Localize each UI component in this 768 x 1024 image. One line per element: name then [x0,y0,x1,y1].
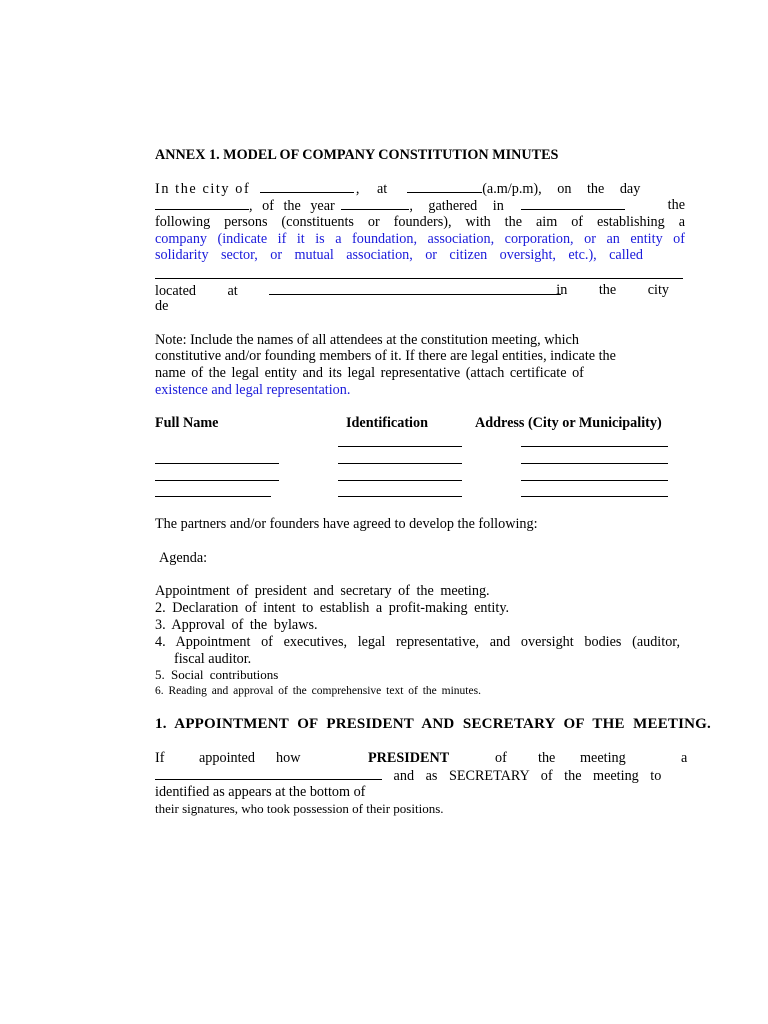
intro-text: , of the year [249,198,335,214]
intro-line-4: company (indicate if it is a foundation, association, corporation, or an entity of [155,231,685,247]
header-full-name: Full Name [155,415,219,431]
intro-line-5: solidarity sector, or mutual association, or citizen oversight, etc.), called [155,247,643,263]
agenda-item-continued: fiscal auditor. [174,651,252,667]
company-name-blank[interactable] [155,278,683,279]
president-name-blank[interactable] [155,767,382,780]
agenda-item: 5. Social contributions [155,667,279,682]
intro-line-7: de [155,298,169,314]
intro-line-1 [155,180,685,198]
full-name-blank[interactable] [155,480,279,481]
section-text: meeting [580,750,626,766]
identification-blank[interactable] [338,446,462,447]
section-1-title: 1. APPOINTMENT OF PRESIDENT AND SECRETARY OF THE MEETING. [155,716,711,732]
president-label: PRESIDENT [368,750,450,766]
agenda-label: Agenda: [159,550,208,566]
section-text: If [155,750,165,766]
time-blank[interactable] [407,180,482,193]
header-address: Address (City or Municipality) [475,415,662,431]
intro-text: in the city [556,282,669,298]
intro-text: located at [155,283,238,299]
identification-blank[interactable] [338,480,462,481]
agenda-item: Appointment of president and secretary of the meeting. [155,583,490,599]
address-blank[interactable] [521,480,668,481]
document-title: ANNEX 1. MODEL OF COMPANY CONSTITUTION MINUTES [155,147,559,163]
intro-line-3: following persons (constituents or founders), with the aim of establishing a [155,214,685,230]
section-text: and as SECRETARY of the meeting to [393,768,662,784]
note-line-3: name of the legal entity and its legal representative (attach certificate of [155,365,584,381]
section-text: appointed [199,750,255,766]
section-1-line-2 [155,767,685,785]
agenda-item: 6. Reading and approval of the comprehensive text of the minutes. [155,685,481,697]
section-1-line-3: identified as appears at the bottom of [155,784,366,800]
identification-blank[interactable] [338,463,462,464]
intro-text: (a.m/p.m), on the day [482,181,641,197]
identification-blank[interactable] [338,496,462,497]
city-blank[interactable] [260,180,354,193]
address-blank[interactable] [521,496,668,497]
section-text: the [538,750,556,766]
address-blank[interactable] [521,446,668,447]
intro-text: In the city of [155,181,251,197]
location-blank[interactable] [269,282,561,295]
full-name-blank[interactable] [155,463,279,464]
note-line-2: constitutive and/or founding members of it. If there are legal entities, indicate the [155,348,616,364]
partners-text: The partners and/or founders have agreed to develop the following: [155,516,538,532]
place-blank[interactable] [521,197,625,210]
agenda-item: 2. Declaration of intent to establish a profit-making entity. [155,600,510,616]
intro-text: , gathered in [409,198,504,214]
year-blank[interactable] [341,197,409,210]
agenda-item: 3. Approval of the bylaws. [155,617,318,633]
section-text: how [276,750,301,766]
intro-line-2 [155,197,685,215]
intro-text: the [667,197,685,213]
section-text: a [681,750,688,766]
address-blank[interactable] [521,463,668,464]
header-identification: Identification [346,415,428,431]
intro-text: , at [355,181,388,197]
agenda-item: 4. Appointment of executives, legal representative, and oversight bodies (auditor, [155,634,680,650]
day-blank[interactable] [155,197,249,210]
section-1-line-4: their signatures, who took possession of their positions. [155,801,444,816]
section-text: of [495,750,507,766]
note-line-1: Note: Include the names of all attendees at the constitution meeting, which [155,332,579,348]
note-line-4: existence and legal representation. [155,382,351,398]
full-name-blank[interactable] [155,496,271,497]
